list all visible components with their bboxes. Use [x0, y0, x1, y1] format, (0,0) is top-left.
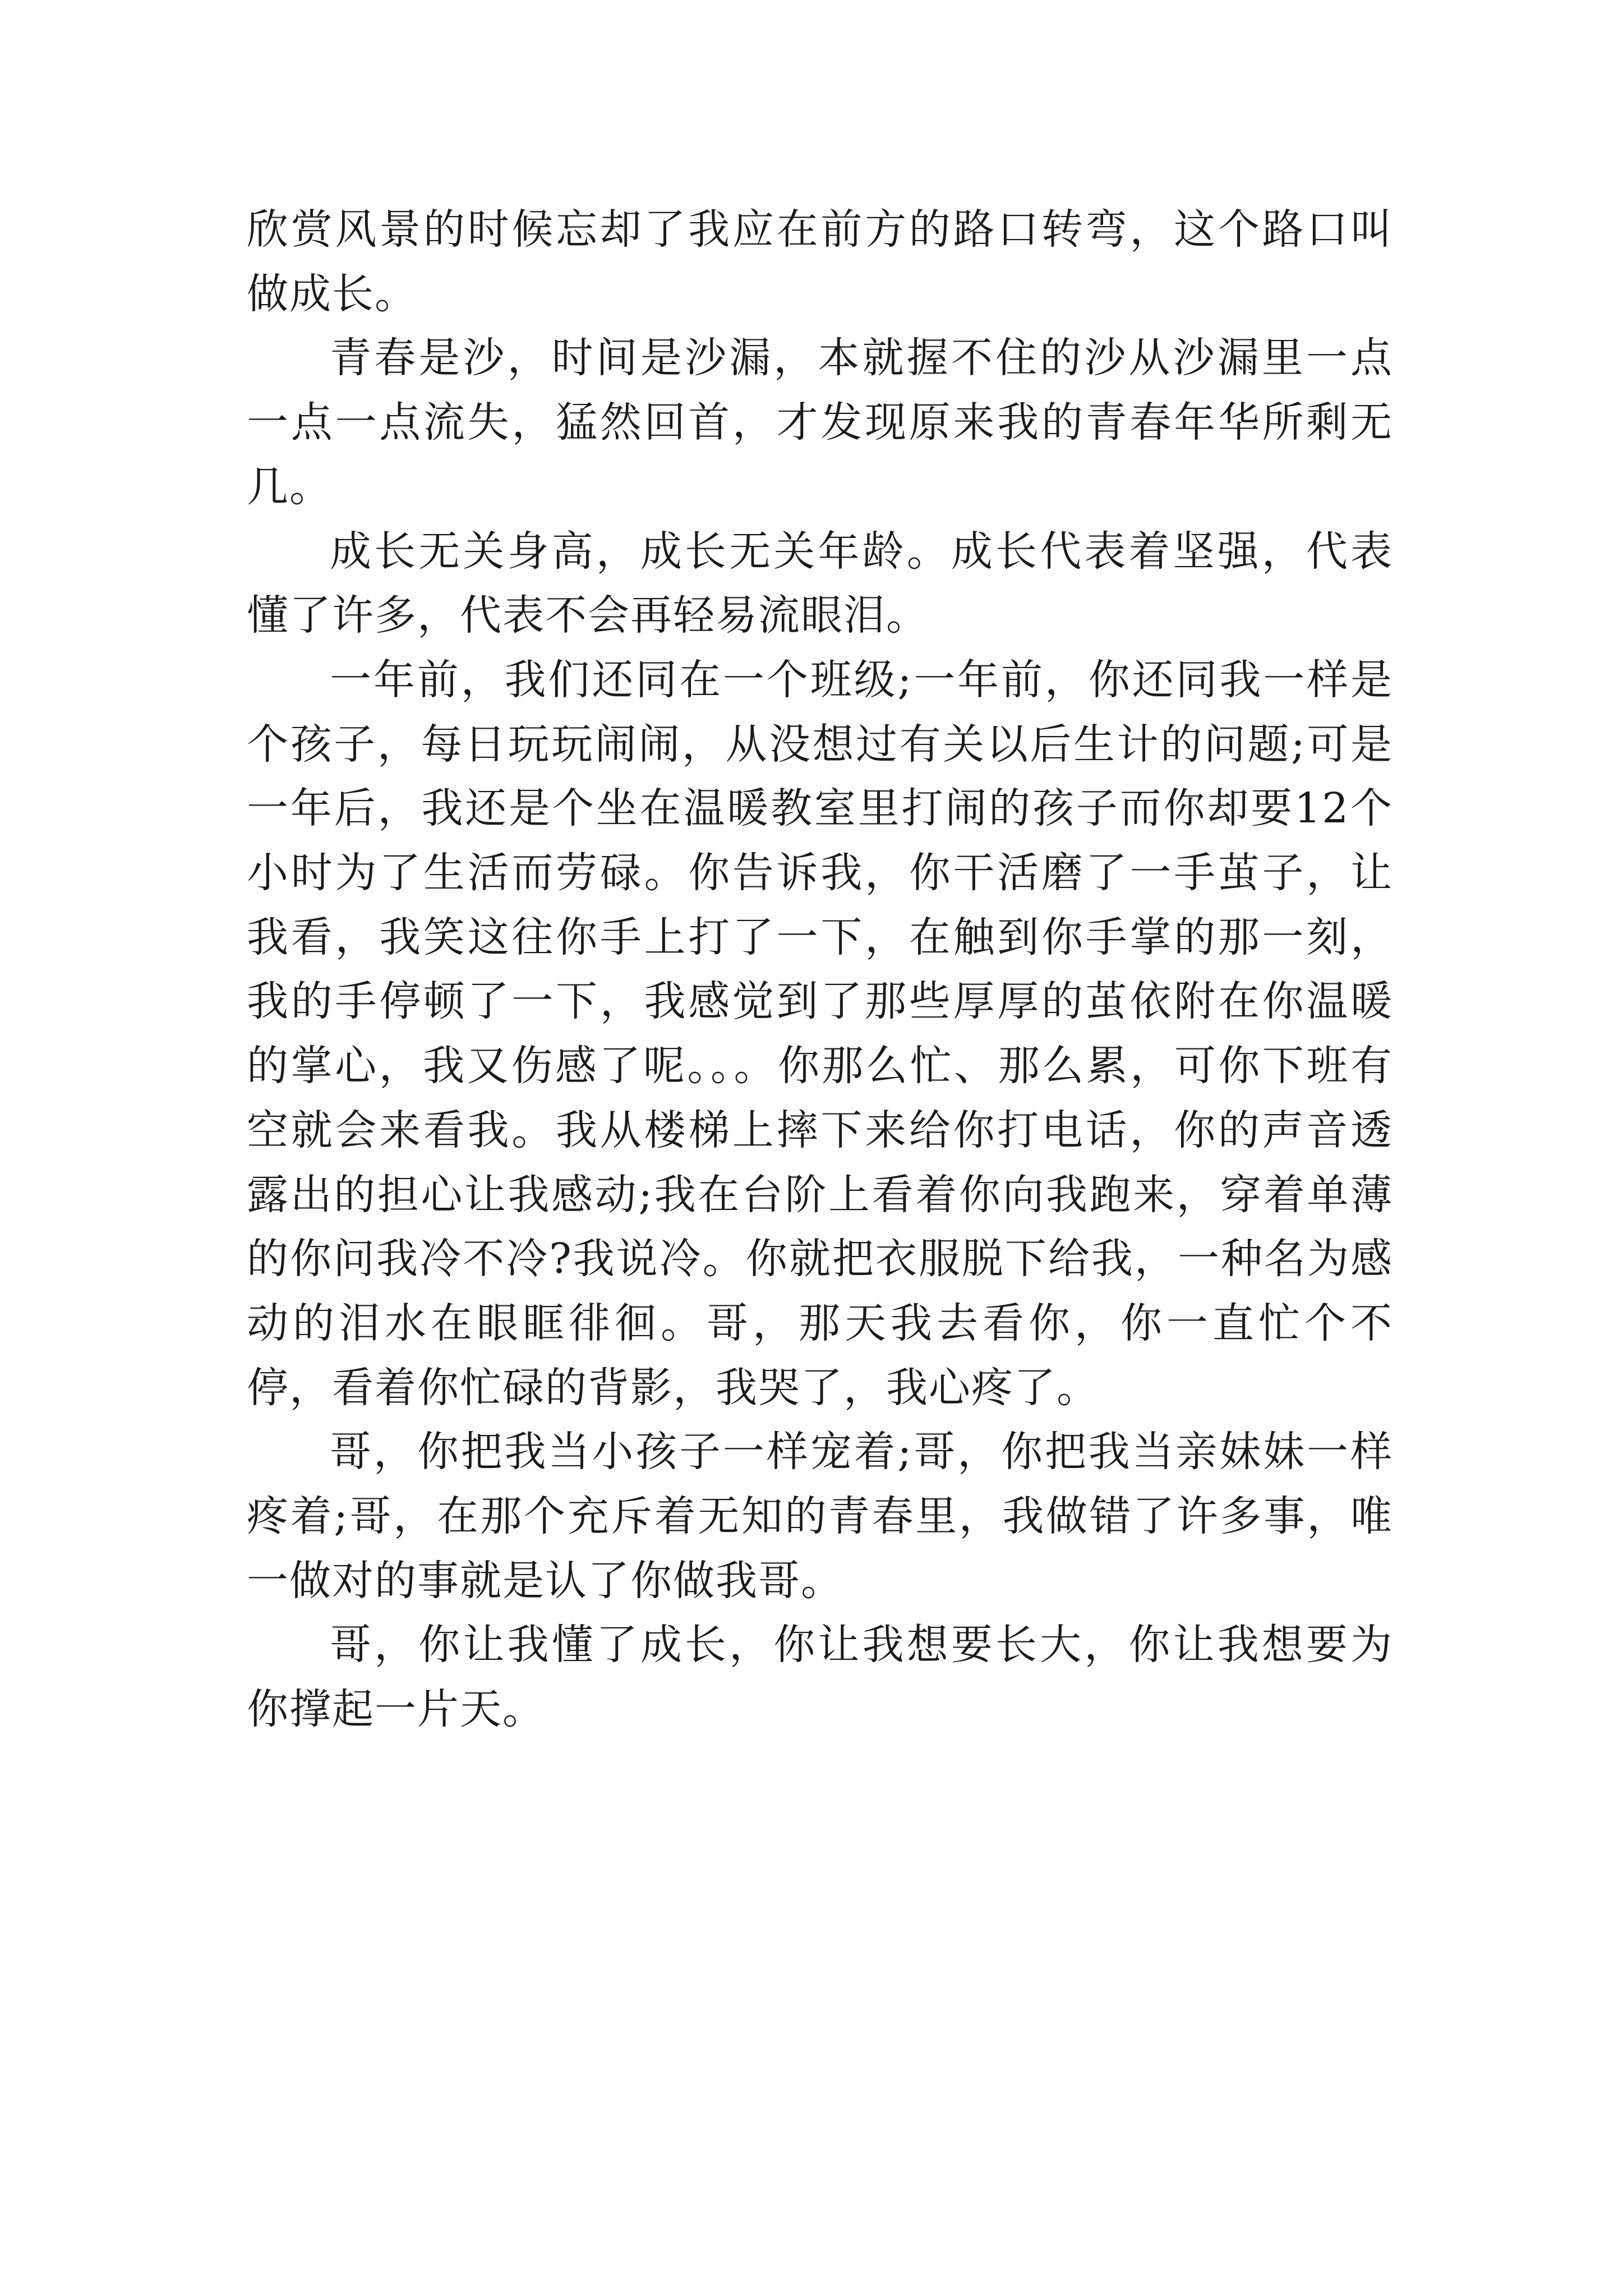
paragraph-1: 欣赏风景的时候忘却了我应在前方的路口转弯，这个路口叫做成长。 — [247, 205, 1393, 318]
paragraph-3: 成长无关身高，成长无关年龄。成长代表着坚强，代表懂了许多，代表不会再轻易流眼泪。 — [247, 527, 1393, 640]
paragraph-6: 哥，你让我懂了成长，你让我想要长大，你让我想要为你撑起一片天。 — [247, 1621, 1393, 1734]
paragraph-5: 哥，你把我当小孩子一样宠着;哥，你把我当亲妹妹一样疼着;哥，在那个充斥着无知的青春里，我做错了许多事，唯一做对的事就是认了你做我哥。 — [247, 1428, 1393, 1605]
paragraph-2: 青春是沙，时间是沙漏，本就握不住的沙从沙漏里一点一点一点流失，猛然回首，才发现原来我的青春年华所剩无几。 — [247, 334, 1393, 511]
paragraph-4: 一年前，我们还同在一个班级;一年前，你还同我一样是个孩子，每日玩玩闹闹，从没想过有关以后生计的问题;可是一年后，我还是个坐在温暖教室里打闹的孩子而你却要12个小时为了生活而劳碌。你告诉我，你干活磨了一手茧子，让我看，我笑这往你手上打了一下，在触到你手掌的那一刻，我的手停顿了一下，我感觉到了那些厚厚的茧依附在你温暖的掌心，我又伤感了呢。。。你那么忙、那么累，可你下班有空就会来看我。我从楼梯上摔下来给你打电话，你的声音透露出的担心让我感动;我在台阶上看着你向我跑来，穿着单薄的你问我冷不冷?我说冷。你就把衣服脱下给我，一种名为感动的泪水在眼眶徘徊。哥，那天我去看你，你一直忙个不停，看着你忙碌的背影，我哭了，我心疼了。 — [247, 655, 1393, 1412]
document-body — [247, 197, 1393, 1742]
